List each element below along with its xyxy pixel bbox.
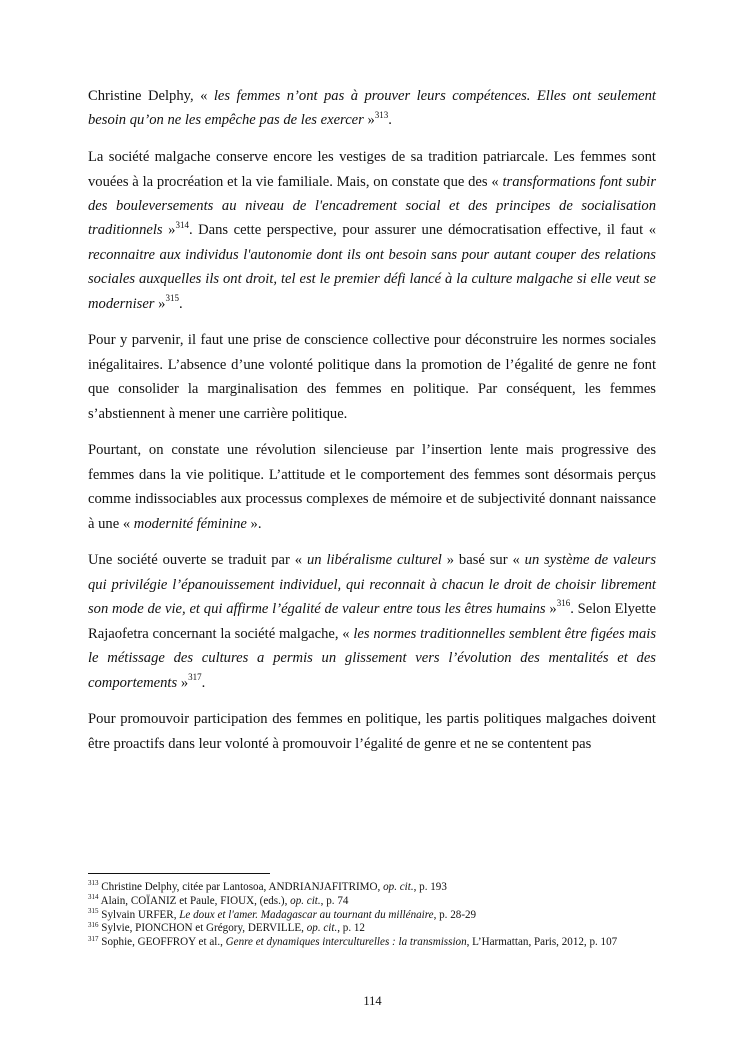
text-run: » basé sur « [441, 552, 525, 569]
text-run: . [388, 112, 392, 129]
text-run: Pour promouvoir participation des femmes en politique, les partis politiques malgaches doivent être proactifs dans leur volonté à promouvoir l’égalité de genre et ne se contentent pas [88, 711, 656, 752]
italic-text: un système de valeurs qui privilégie l’épanouissement individuel, qui reconnait à chacun le droit de choisir librement son mode de vie, et qui affirme l’égalité de valeur entre tous les êtres humains [88, 552, 657, 618]
italic-text: les femmes n’ont pas à prouver leurs compétences. Elles ont seulement besoin qu’on ne les empêche pas de les exercer [88, 88, 656, 129]
body-text [88, 84, 656, 769]
footnote-reference: 313 [374, 109, 389, 120]
footnote-reference: 315 [165, 292, 179, 303]
footnote [88, 936, 656, 950]
paragraph [88, 548, 656, 694]
footnote-reference: 317 [188, 671, 202, 682]
paragraph [88, 84, 656, 133]
text-run: La société malgache conserve encore les vestiges de sa tradition patriarcale. Les femmes sont vouées à la procréation et la vie familiale. Mais, on constate que des « [88, 149, 656, 190]
text-run: . [201, 674, 206, 691]
paragraph [88, 145, 656, 316]
footnote-reference: 314 [175, 219, 189, 230]
text-run: Alain, COÏANIZ et Paule, FIOUX, (eds.), [98, 894, 291, 907]
footnote-reference: 314 [88, 893, 99, 902]
italic-text: un libéralisme culturel [306, 552, 442, 569]
footnote-reference: 313 [88, 879, 99, 888]
text-run: Une société ouverte se traduit par « [88, 552, 307, 569]
italic-text: reconnaitre aux individus l'autonomie dont ils ont besoin sans pour autant couper des relations sociales auxquelles ils ont droit, tel est le premier défi lancé à la culture malgache si elle veut se moderniser [88, 246, 656, 312]
italic-text: les normes traditionnelles semblent être figées mais le métissage des cultures a permis un glissement vers l’évolution des mentalités et des comportements [88, 625, 656, 691]
text-run: » [154, 295, 166, 312]
paragraph [88, 438, 656, 536]
italic-text: op. cit. [306, 922, 338, 935]
paragraph [88, 707, 656, 756]
footnote-reference: 316 [88, 920, 99, 929]
text-run: . [178, 295, 183, 312]
text-run: , p. 28-29 [433, 908, 477, 921]
italic-text: op. cit. [290, 894, 321, 907]
italic-text: transformations font subir des bouleversements au niveau de l'encadrement social et des principes de socialisation traditionnels [88, 173, 657, 239]
text-run: Sophie, GEOFFROY et al., [98, 936, 226, 949]
footnote [88, 895, 656, 909]
text-run: » [177, 674, 189, 691]
text-run: . Dans cette perspective, pour assurer une démocratisation effective, il faut « [188, 222, 656, 239]
text-run: Pour y parvenir, il faut une prise de conscience collective pour déconstruire les normes sociales inégalitaires. L’absence d’une volonté politique dans la promotion de l’égalité de genre ne font que consolider la marginalisation des femmes en politique. Par conséquent, les femmes s’abstiennent à mener une carrière politique. [88, 332, 656, 422]
text-run: » [363, 112, 375, 129]
text-run: Sylvie, PIONCHON et Grégory, DERVILLE, [98, 922, 307, 935]
text-run: Pourtant, on constate une révolution silencieuse par l’insertion lente mais progressive des femmes dans la vie politique. L’attitude et le comportement des femmes sont désormais perçus comme indissociables aux processus complexes de mémoire et de subjectivité donnant naissance à une « [88, 442, 656, 532]
footnote [88, 922, 656, 936]
text-run: , L’Harmattan, Paris, 2012, p. 107 [466, 936, 618, 949]
text-run: ». [246, 515, 262, 532]
text-run: Sylvain URFER, [98, 908, 180, 921]
text-run: » [162, 222, 176, 239]
footnote-reference: 316 [556, 598, 571, 609]
text-run: , p. 74 [320, 894, 349, 907]
footnote-separator [88, 873, 270, 874]
text-run: Christine Delphy, citée par Lantosoa, ANDRIANJAFITRIMO, [98, 881, 384, 893]
page-number: 114 [363, 994, 382, 1008]
text-run: » [545, 601, 557, 618]
text-run: , p. 193 [413, 881, 447, 893]
footnote-reference: 317 [88, 934, 99, 943]
text-run: Christine Delphy, « [88, 88, 214, 104]
footnote-reference: 315 [88, 906, 99, 915]
italic-text: modernité féminine [133, 515, 247, 532]
text-run: . Selon Elyette Rajaofetra concernant la société malgache, « [88, 601, 656, 642]
footnote [88, 881, 656, 895]
italic-text: op. cit. [383, 881, 414, 893]
italic-text: Le doux et l'amer. Madagascar au tournant du millénaire [179, 908, 434, 921]
text-run: , p. 12 [337, 922, 365, 935]
paragraph [88, 328, 656, 426]
footnote [88, 906, 656, 923]
italic-text: Genre et dynamiques interculturelles : la transmission [225, 936, 467, 949]
footnotes [88, 881, 656, 950]
